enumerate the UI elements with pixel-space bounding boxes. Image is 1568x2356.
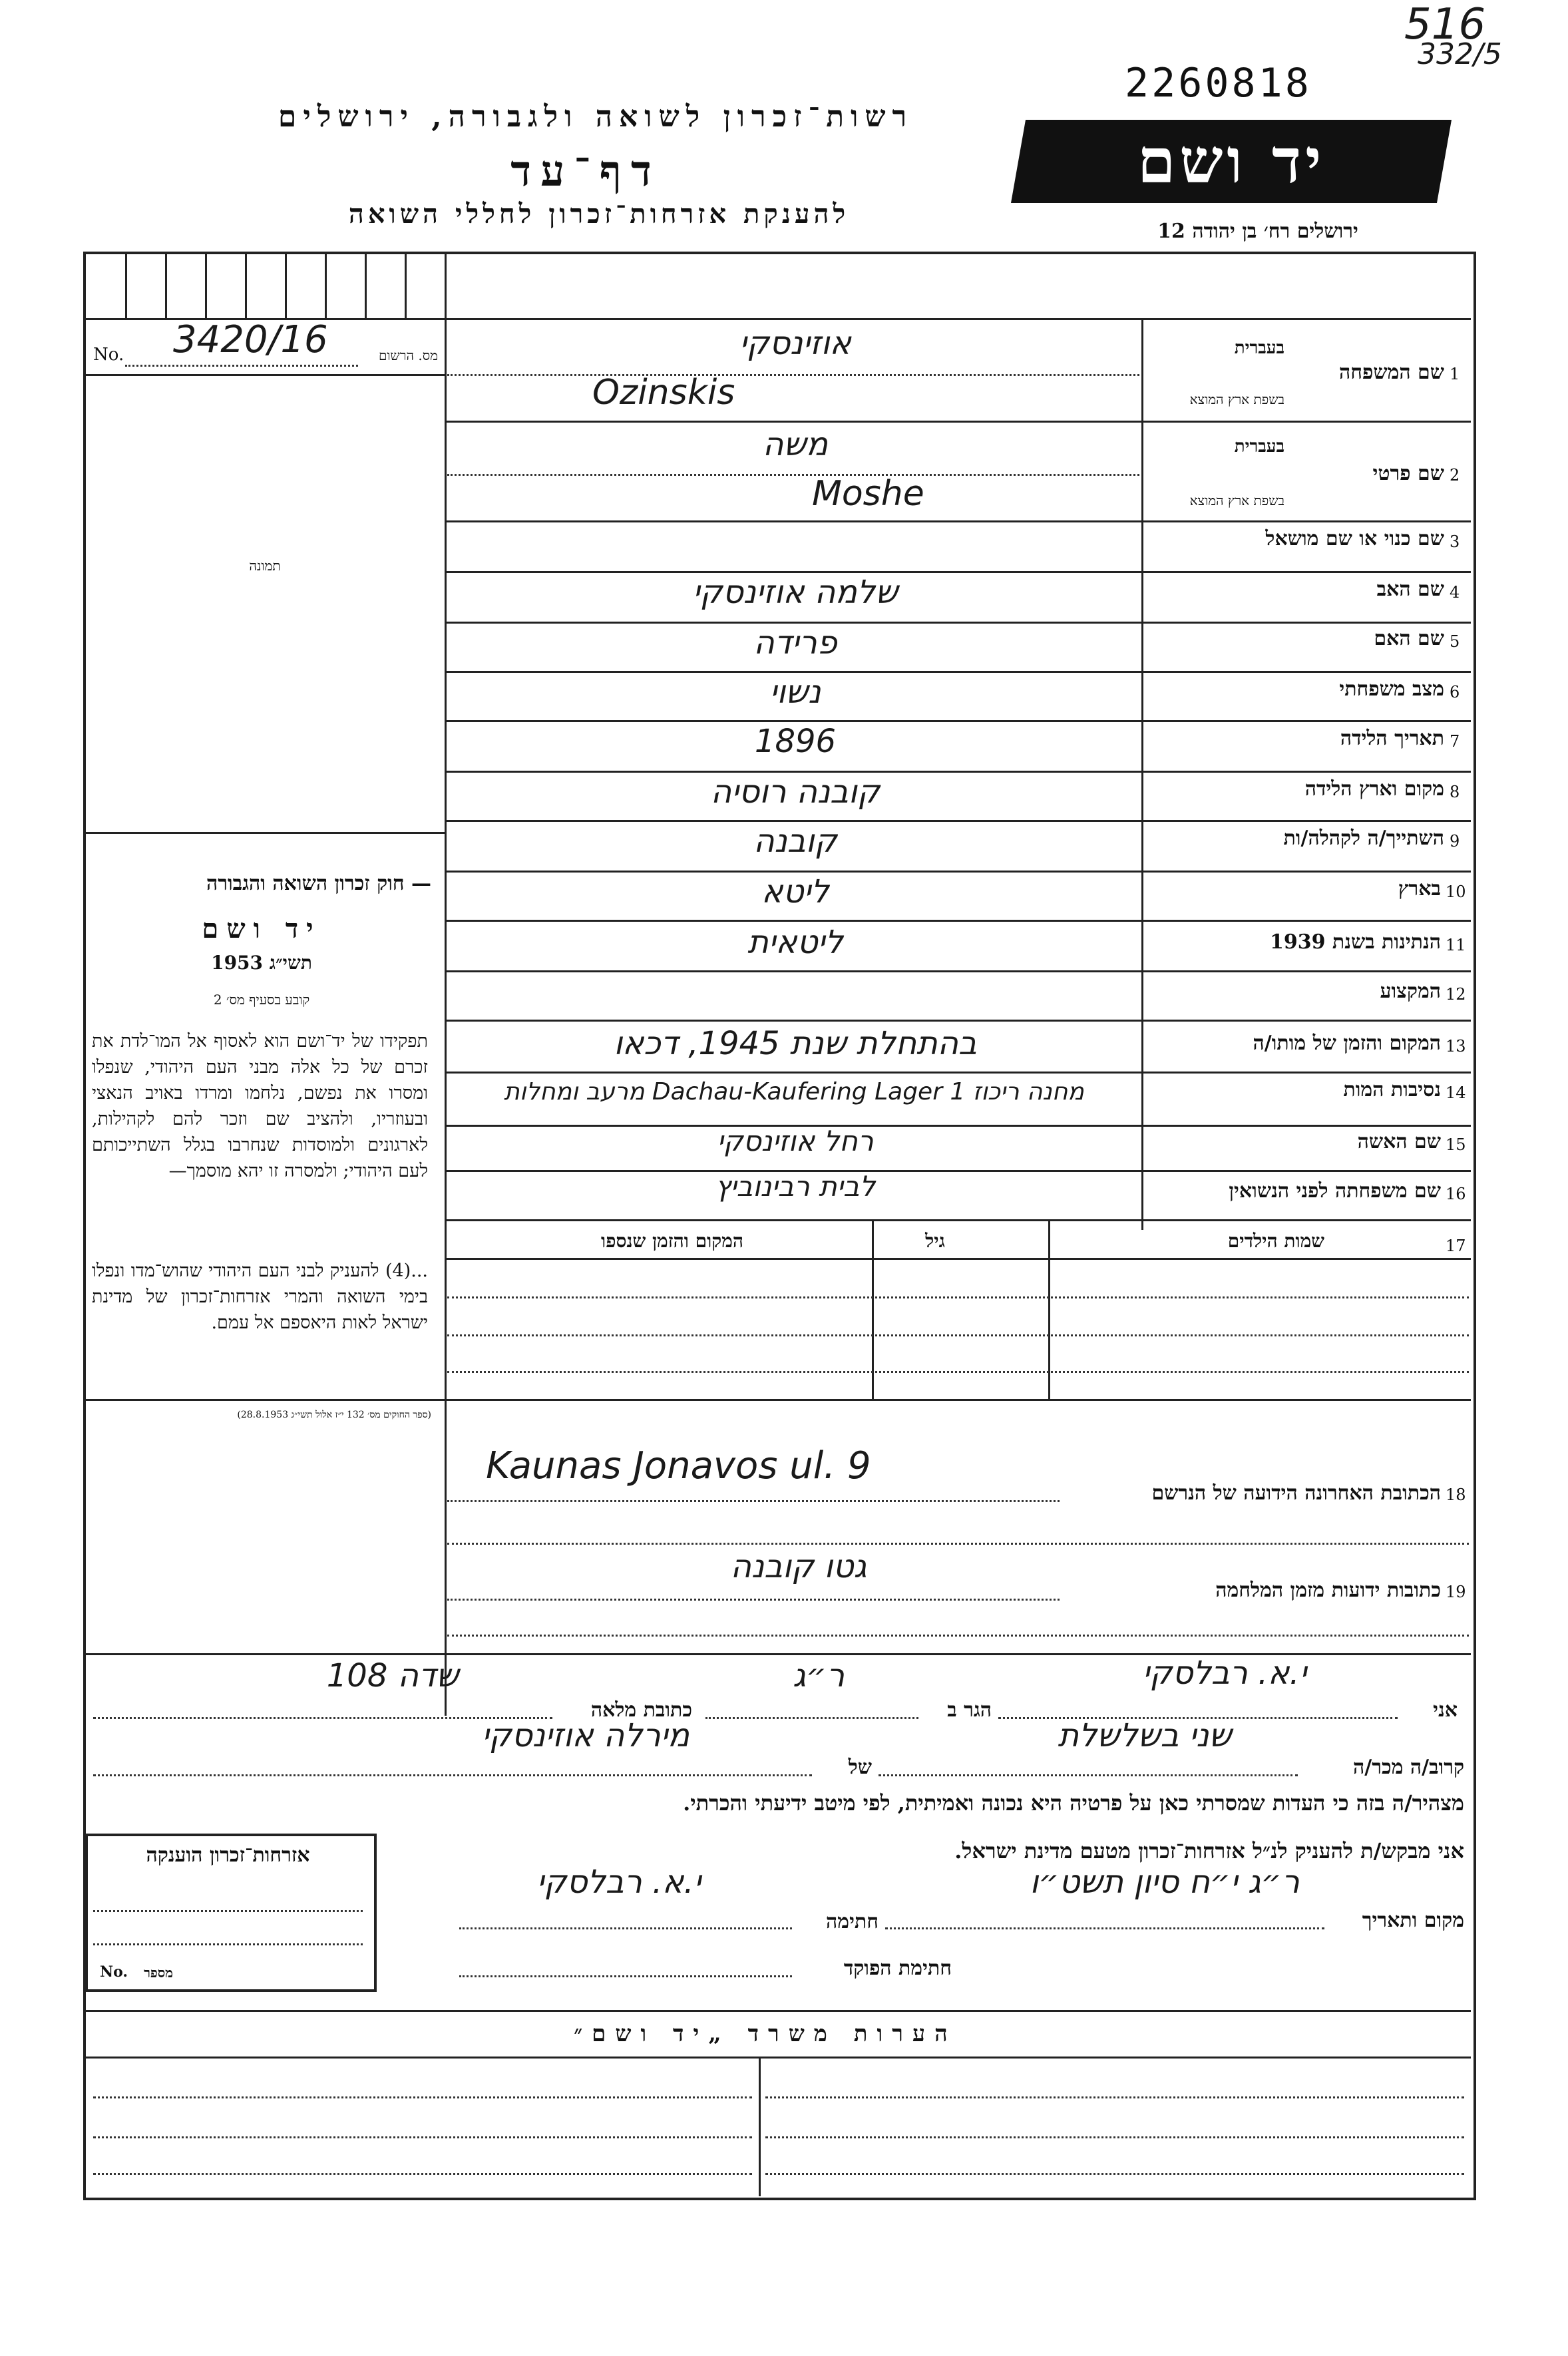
declarant-relation: שני בשלשלת [1058, 1717, 1232, 1754]
declarant-of-value: מירלה אוזינסקי [482, 1717, 689, 1754]
declarant-of-label: של [848, 1756, 872, 1779]
field-10-label: בארץ [1398, 877, 1441, 900]
field-14-label: נסיבות המות [1343, 1078, 1441, 1101]
field-8-value: קובנה רוסיה [710, 773, 881, 811]
field-18-label: הכתובת האחרונה הידועה של הנרשם [1151, 1481, 1441, 1505]
law-clause: קובע בסעיף מס׳ 2 [213, 992, 310, 1008]
law-name: יד ושם [202, 913, 321, 944]
children-col-age: גיל [925, 1230, 945, 1252]
field-6-label: מצב משפחתי [1339, 678, 1444, 701]
field-9-value: קובנה [753, 823, 837, 860]
declarant-full-address: שדה 108 [326, 1657, 459, 1694]
law-paragraph-1: תפקידו של יד־ושם הוא לאסוף אל המו־לדת את זכרם של כל אלה מבני העם היהודי, שנפלו ומסרו את נפשם, נלחמו ומרדו באויב הנאצי ובעוזריו, ולהציב שם וזכר להם לקהילות, לארגונים ולמוסדות שנחרבו בגלל השתייכותם לעם היהודי; ולמסרה זו יהא מוסמך— [92, 1031, 428, 1181]
declarant-i-label: אני [1433, 1698, 1458, 1722]
citizenship-box-no-en: No. [100, 1963, 128, 1981]
remarks-title: הערות משרד „יד ושם״ [574, 2021, 957, 2047]
field-9-label: השתייך/ה לקהלה/ות [1283, 827, 1444, 850]
registration-value: 3420/16 [173, 318, 328, 361]
declarant-full-address-label: כתובת מלאה [590, 1698, 692, 1722]
field-8-label: מקום וארץ הלידה [1304, 777, 1444, 801]
field-5-label: שם האם [1374, 627, 1444, 650]
citizenship-box-no-he: מספר [144, 1965, 173, 1981]
citizenship-box-title: אזרחות־זכרון הוענקה [146, 1844, 310, 1867]
signature-label: חתימה [826, 1910, 879, 1933]
logo-text: יד ושם [1137, 125, 1326, 197]
field-11-label: הנתינות בשנת 1939 [1269, 930, 1441, 954]
field-15-label: שם האשה [1357, 1130, 1441, 1153]
field-11-value: ליטאית [747, 924, 843, 961]
field-10-value: ליטא [761, 873, 829, 910]
field-2-sub-native: בשפת ארץ המוצא [1189, 492, 1284, 508]
form-title: דף־עד [510, 146, 661, 196]
field-2-value-he: משה [763, 426, 828, 463]
field-1-sub-native: בשפת ארץ המוצא [1189, 391, 1284, 407]
authority-title: רשות־זכרון לשואה ולגבורה, ירושלים [278, 100, 914, 134]
signature-value: י.א. רבלסקי [536, 1864, 701, 1901]
field-3-label: שם כנוי או שם מושאל [1265, 527, 1444, 550]
declarant-name: י.א. רבלסקי [1142, 1655, 1307, 1692]
field-2-label: שם פרטי [1372, 462, 1444, 485]
field-2-sub-he: בעברית [1234, 437, 1284, 457]
request-text: אני מבקש/ת להעניק לנ״ל אזרחות־זכרון מטעם מדינת ישראל. [954, 1838, 1464, 1864]
place-date-value: ר״ג י״ח סיון תשט״ו [1030, 1864, 1300, 1901]
yad-vashem-logo [1011, 120, 1452, 203]
field-19-label: כתובות ידועות מזמן המלחמה [1215, 1579, 1441, 1602]
field-4-value: שלמה אוזינסקי [692, 574, 898, 611]
corner-ref: 516 [1404, 0, 1486, 49]
registration-label: מס. הרשום [378, 347, 438, 363]
field-6-value: נשוי [769, 674, 821, 711]
field-1-sub-he: בעברית [1234, 338, 1284, 358]
corner-sub: 332/5 [1418, 37, 1502, 71]
declarant-resident-label: הגר ב [947, 1698, 992, 1722]
officer-signature-label: חתימת הפוקד [843, 1957, 952, 1980]
field-7-value: 1896 [754, 723, 837, 760]
field-7-label: תאריך הלידה [1340, 727, 1444, 750]
field-1-value-he: אוזינסקי [739, 325, 851, 362]
law-year: תשי״ג 1953 [211, 952, 312, 974]
field-16-value: לבית רבינוביץ [715, 1170, 876, 1203]
registration-no-label: No. [93, 345, 124, 365]
field-13-label: המקום והזמן של מותו/ה [1253, 1032, 1441, 1055]
place-date-label: מקום ותאריך [1362, 1909, 1464, 1932]
declaration-text: מצהיר/ה בזה כי העדות שמסרתי כאן על פרטיה היא נכונה ואמיתית, לפי מיטב ידיעתי והכרתי. [683, 1790, 1464, 1816]
form-subtitle: להענקת אזרחות־זכרון לחללי השואה [348, 198, 850, 230]
field-5-value: פרידה [753, 624, 837, 662]
field-12-label: המקצוע [1380, 980, 1441, 1003]
field-14-value: מחנה ריכוז Dachau-Kaufering Lager 1 מרעב ומחלות [504, 1078, 1084, 1105]
declarant-relation-label: קרוב/ה מכר/ה [1353, 1756, 1464, 1779]
law-reference: (ספר החוקים מס׳ 132 י״ז אלול תשי״ג 28.8.1953) [237, 1410, 431, 1420]
photo-label: תמונה [249, 558, 281, 574]
law-title: — חוק זכרון השואה והגבורה [206, 872, 431, 895]
field-15-value: רחל אוזינסקי [717, 1125, 874, 1157]
children-col-names: שמות הילדים [1227, 1230, 1324, 1252]
serial-number: 2260818 [1125, 60, 1312, 106]
field-1-value-native: Ozinskis [592, 373, 735, 413]
law-paragraph-2: ...(4) להעניק לבני העם היהודי שהוש־מדו ונפלו בימי השואה והמרי אזרחות־זכרון של מדינת ישראל לאות היאספם אל עמם. [92, 1261, 428, 1333]
field-18-value: Kaunas Jonavos ul. 9 [486, 1444, 871, 1487]
field-13-value: בהתחלת שנת 1945, דכאו [614, 1025, 977, 1062]
field-16-label: שם משפחתה לפני הנשואין [1229, 1179, 1441, 1203]
header-address: ירושלים רח׳ בן יהודה 12 [1157, 220, 1358, 243]
declarant-city: ר״ג [793, 1657, 845, 1694]
field-19-value: גטו קובנה [730, 1548, 867, 1585]
field-1-label: שם המשפחה [1338, 361, 1444, 384]
field-2-value-native: Moshe [812, 474, 924, 514]
field-4-label: שם האב [1376, 578, 1444, 601]
children-col-place: המקום והזמן שנספו [601, 1230, 743, 1252]
